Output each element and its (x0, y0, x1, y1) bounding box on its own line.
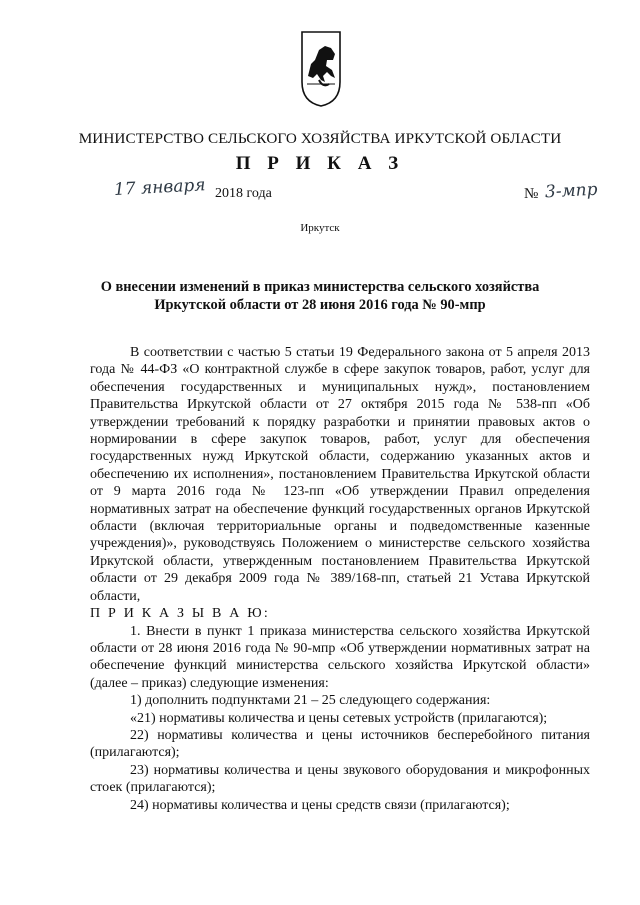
item-21: «21) нормативы количества и цены сетевых устройств (прилагаются); (130, 710, 548, 726)
subject-line-1: О внесении изменений в приказ министерства сельского хозяйства (100, 279, 540, 295)
handwritten-date: 17 января (113, 175, 207, 200)
date-year: 2018 года (215, 186, 272, 201)
document-type-title: П Р И К А З (235, 153, 405, 174)
item-24: 24) нормативы количества и цены средств связи (прилагаются); (130, 797, 510, 813)
coat-of-arms-icon (299, 30, 343, 108)
order-number-label: № (524, 186, 539, 202)
subject-line-2: Иркутской области от 28 июня 2016 года № 90-мпр (154, 297, 486, 313)
order-command: П Р И К А З Ы В А Ю: (90, 606, 270, 622)
ministry-name: МИНИСТЕРСТВО СЕЛЬСКОГО ХОЗЯЙСТВА ИРКУТСКОЙ ОБЛАСТИ (78, 130, 562, 147)
item-22: 22) нормативы количества и цены источников бесперебойного питания (прилагаются); (90, 727, 590, 761)
order-body (90, 344, 590, 814)
item-23: 23) нормативы количества и цены звукового оборудования и микрофонных стоек (прилагаются); (90, 762, 590, 796)
order-subject (100, 278, 540, 314)
subclause-1: 1) дополнить подпунктами 21 – 25 следующего содержания: (130, 693, 491, 709)
preamble-paragraph: В соответствии с частью 5 статьи 19 Федерального закона от 5 апреля 2013 года № 44-ФЗ «О контрактной службе в сфере закупок товаров, работ, услуг для обеспечения государственных и муниципальных нужд», постановлением Правительства Иркутской области от 27 октября 2015 года № 538-пп «Об утверждении требований к порядку разработки и принятии правовых актов о нормировании в сфере закупок товаров, работ, услуг для обеспечения государственных нужд Иркутской области, содержанию указанных актов и обеспечению их исполнения», постановлением Правительства Иркутской области от 9 марта 2016 года № 123-пп «Об утверждении Правил определения нормативных затрат на обеспечение функций государственных органов Иркутской области (включая территориальные органы и подведомственные казенные учреждения)», руководствуясь Положением о министерстве сельского хозяйства Иркутской области, утвержденным постановлением Правительства Иркутской области от 29 декабря 2009 года № 389/168-пп, статьей 21 Устава Иркутской области, (90, 345, 590, 604)
clause-1: 1. Внести в пункт 1 приказа министерства сельского хозяйства Иркутской области от 28 июня 2016 года № 90-мпр «Об утверждении нормативных затрат на обеспечение функций министерства сельского хозяйства Иркутской области» (далее – приказ) следующие изменения: (90, 623, 590, 691)
city-name: Иркутск (300, 222, 340, 234)
handwritten-order-number: 3-мпр (544, 179, 598, 203)
